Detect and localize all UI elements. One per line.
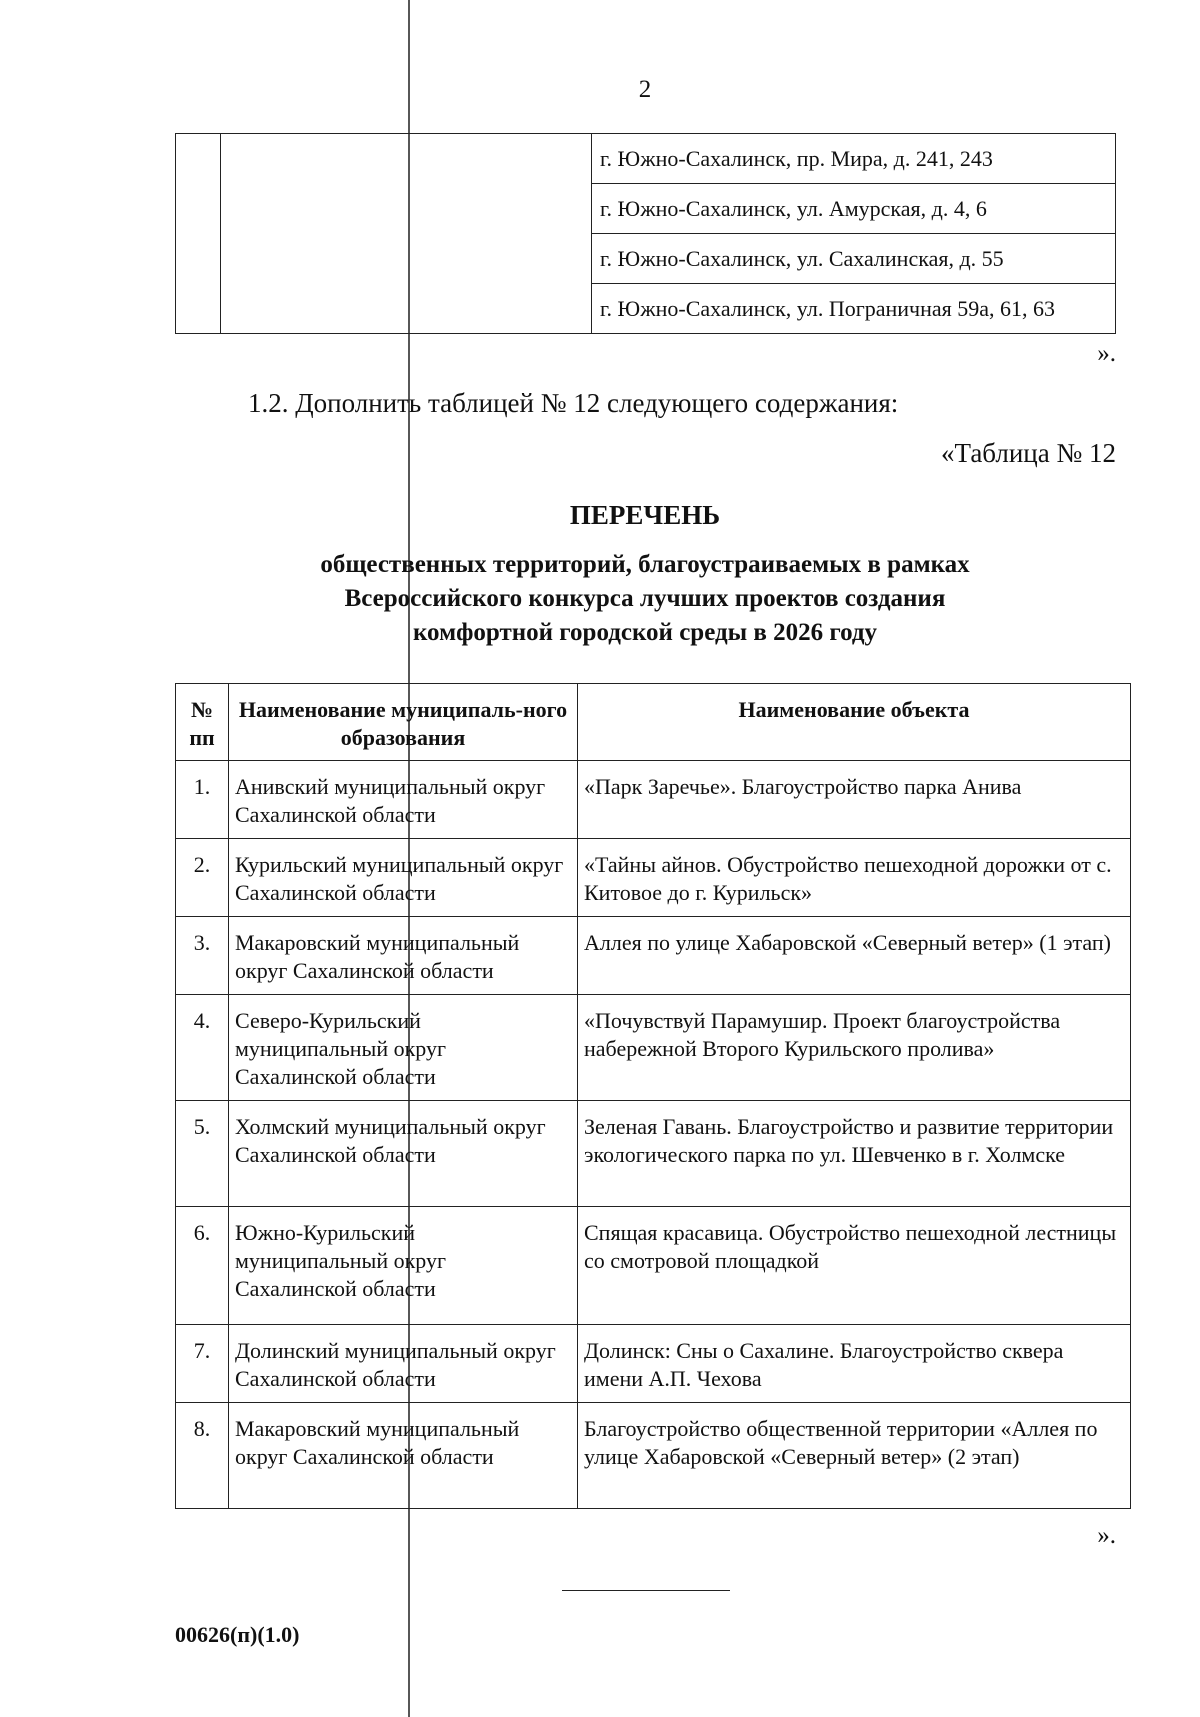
object-cell: «Почувствуй Парамушир. Проект благоустройства набережной Второго Курильского пролива» [578,995,1131,1101]
table-row [176,995,1131,1101]
public-territories-table [175,683,1131,1509]
page-number: 2 [638,76,652,103]
closing-quote-mark: ». [1097,1522,1116,1549]
table-row [176,1207,1131,1325]
municipality-cell: Макаровский муниципальный округ Сахалинской области [229,917,578,995]
row-number: 8. [176,1403,229,1509]
object-cell: «Тайны айнов. Обустройство пешеходной дорожки от с. Китовое до г. Курильск» [578,839,1131,917]
municipality-cell: Курильский муниципальный округ Сахалинской области [229,839,578,917]
address-cell: г. Южно-Сахалинск, пр. Мира, д. 241, 243 [592,134,1116,184]
amendment-paragraph: 1.2. Дополнить таблицей № 12 следующего содержания: [248,388,899,418]
table-row [176,1325,1131,1403]
object-cell: Аллея по улице Хабаровской «Северный ветер» (1 этап) [578,917,1131,995]
continued-table [175,133,1116,334]
table-header-row [176,684,1131,761]
document-code: 00626(п)(1.0) [175,1622,300,1647]
table-row [176,134,1116,184]
row-number: 6. [176,1207,229,1325]
row-number: 5. [176,1101,229,1207]
address-cell: г. Южно-Сахалинск, ул. Сахалинская, д. 55 [592,234,1116,284]
closing-quote-mark: ». [1097,340,1116,367]
subtitle-line: общественных территорий, благоустраиваемых в рамках [320,551,970,578]
header-number: № пп [176,684,229,761]
row-number: 4. [176,995,229,1101]
municipality-cell: Анивский муниципальный округ Сахалинской области [229,761,578,839]
table-row [176,839,1131,917]
empty-cell [221,134,592,334]
table-label: «Таблица № 12 [941,438,1116,468]
object-cell: «Парк Заречье». Благоустройство парка Анива [578,761,1131,839]
row-number: 1. [176,761,229,839]
municipality-cell: Холмский муниципальный округ Сахалинской области [229,1101,578,1207]
row-number: 3. [176,917,229,995]
table-row [176,917,1131,995]
municipality-cell: Южно-Курильский муниципальный округ Сахалинской области [229,1207,578,1325]
address-cell: г. Южно-Сахалинск, ул. Пограничная 59а, 61, 63 [592,284,1116,334]
document-subtitle [0,548,1200,650]
address-cell: г. Южно-Сахалинск, ул. Амурская, д. 4, 6 [592,184,1116,234]
object-cell: Зеленая Гавань. Благоустройство и развитие территории экологического парка по ул. Шевченко в г. Холмске [578,1101,1131,1207]
row-number: 7. [176,1325,229,1403]
header-object: Наименование объекта [578,684,1131,761]
object-cell: Долинск: Сны о Сахалине. Благоустройство сквера имени А.П. Чехова [578,1325,1131,1403]
document-title: ПЕРЕЧЕНЬ [569,500,721,530]
subtitle-line: Всероссийского конкурса лучших проектов создания [344,585,946,612]
municipality-cell: Северо-Курильский муниципальный округ Сахалинской области [229,995,578,1101]
empty-cell [176,134,221,334]
municipality-cell: Долинский муниципальный округ Сахалинской области [229,1325,578,1403]
header-municipality: Наименование муниципаль-ного образования [229,684,578,761]
table-row [176,1403,1131,1509]
row-number: 2. [176,839,229,917]
separator-line [562,1590,730,1591]
table-row [176,1101,1131,1207]
table-row [176,761,1131,839]
object-cell: Благоустройство общественной территории «Аллея по улице Хабаровской «Северный ветер» (2 этап) [578,1403,1131,1509]
subtitle-line: комфортной городской среды в 2026 году [412,619,878,646]
object-cell: Спящая красавица. Обустройство пешеходной лестницы со смотровой площадкой [578,1207,1131,1325]
municipality-cell: Макаровский муниципальный округ Сахалинской области [229,1403,578,1509]
